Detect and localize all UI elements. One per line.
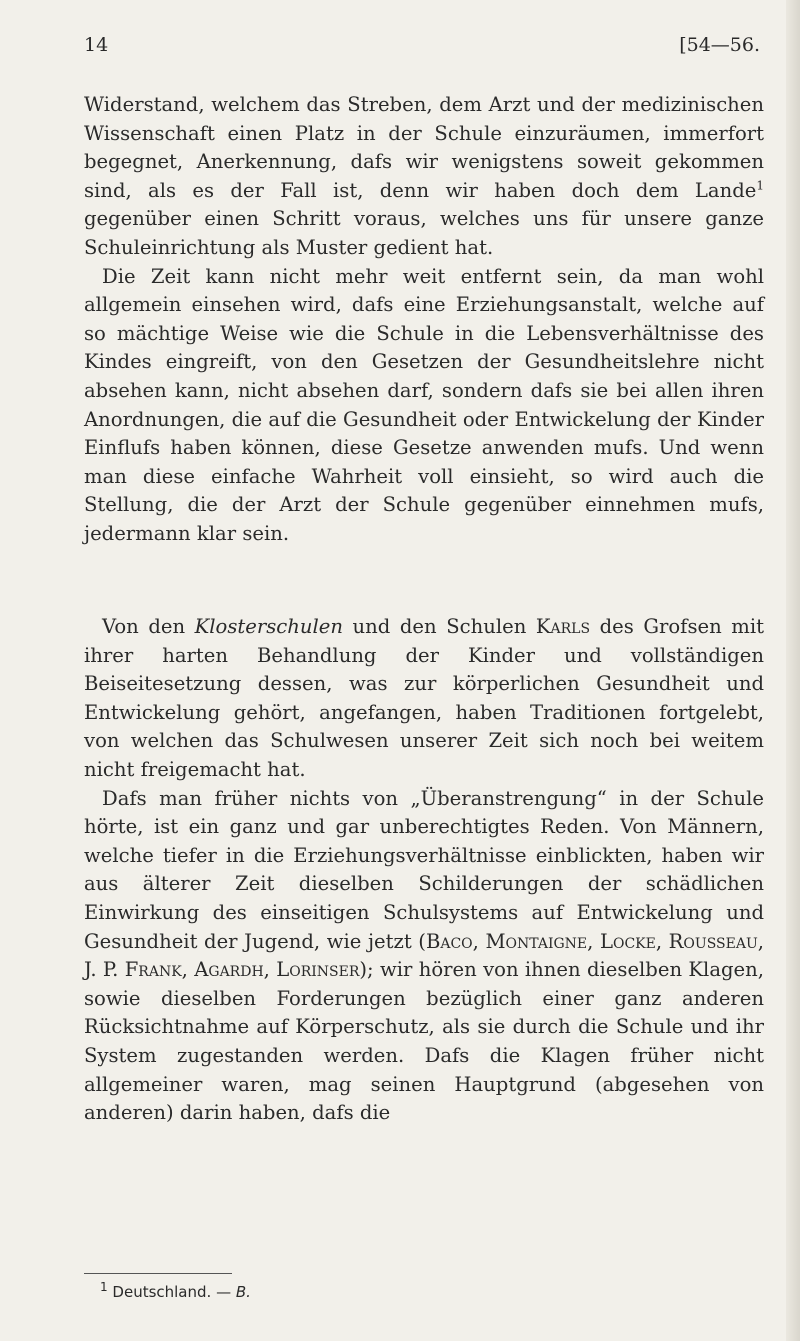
paragraph-3-text-a: Von den [102, 615, 195, 638]
footnote-reference: 1 [756, 178, 764, 193]
paragraph-3 [84, 613, 764, 785]
smallcaps-name: Karls [535, 615, 591, 638]
author-list: Baco, Montaigne, Locke, Rousseau, J. P. Frank, Agardh, Lorinser [84, 929, 764, 982]
footnote-marker: 1 [100, 1280, 108, 1294]
paragraph-4-text-b: ); wir hören von ihnen dieselben Klagen, sowie dieselben Forderungen bezüglich einer ganz anderen Rücksichtnahme auf Körperschutz, als sie durch die Schule und ihr System zugestanden werden. Dafs die Klagen früher nicht allgemeiner waren, mag seinen Hauptgrund (abgesehen von anderen) darin haben, dafs die [84, 958, 764, 1125]
footnote-divider [84, 1273, 232, 1274]
paragraph-3-text-c: des Grofsen mit ihrer harten Behandlung der Kinder und vollständigen Beiseitesetzung dessen, was zur körperlichen Gesundheit und Entwickelung gehört, angefangen, haben Traditionen fortgelebt, von welchen das Schulwesen unserer Zeit sich noch bei weitem nicht freigemacht hat. [84, 615, 764, 781]
italic-term: Klosterschulen [194, 615, 343, 638]
page-range: [54—56. [679, 34, 760, 56]
paragraph-1-text-a: Widerstand, welchem das Streben, dem Arzt und der medizinischen Wissenschaft einen Platz in der Schule einzuräumen, immerfort begegnet, Anerkennung, dafs wir wenigstens soweit gekommen sind, als es der Fall ist, denn wir haben doch dem Lande [84, 93, 764, 202]
footnote [100, 1280, 251, 1301]
text-section-2 [84, 613, 764, 1128]
page-number: 14 [84, 34, 109, 56]
footnote-initial: B. [235, 1283, 251, 1301]
paragraph-1-text-b: gegenüber einen Schritt voraus, welches uns für unsere ganze Schuleinrichtung als Muster gedient hat. [84, 207, 764, 259]
paragraph-2: Die Zeit kann nicht mehr weit entfernt sein, da man wohl allgemein einsehen wird, dafs eine Erziehungsanstalt, welche auf so mächtige Weise wie die Schule in die Lebensverhältnisse des Kindes eingreift, von den Gesetzen der Gesundheitslehre nicht absehen kann, nicht absehen darf, sondern dafs sie bei allen ihren Anordnungen, die auf die Gesundheit oder Entwickelung der Kinder Einflufs haben können, diese Gesetze anwenden mufs. Und wenn man diese einfache Wahrheit voll einsieht, so wird auch die Stellung, die der Arzt der Schule gegenüber einnehmen mufs, jedermann klar sein. [84, 264, 764, 545]
footnote-text: Deutschland. — [107, 1283, 236, 1301]
paragraph-4-text-a: Dafs man früher nichts von „Überanstrengung“ in der Schule hörte, ist ein ganz und gar unberechtigtes Reden. Von Männern, welche tiefer in die Erziehungsverhältnisse einblickten, haben wir aus älterer Zeit dieselben Schilderungen der schädlichen Einwirkung des einseitigen Schulsystems auf Entwickelung und Gesundheit der Jugend, wie jetzt ( [84, 786, 764, 953]
paragraph-1 [84, 91, 764, 263]
paragraph-3-text-b: und den Schulen [342, 615, 536, 638]
page-edge-shadow [786, 0, 800, 1341]
page-header [84, 34, 760, 64]
text-section-1 [84, 91, 764, 549]
paragraph-4 [84, 785, 764, 1128]
